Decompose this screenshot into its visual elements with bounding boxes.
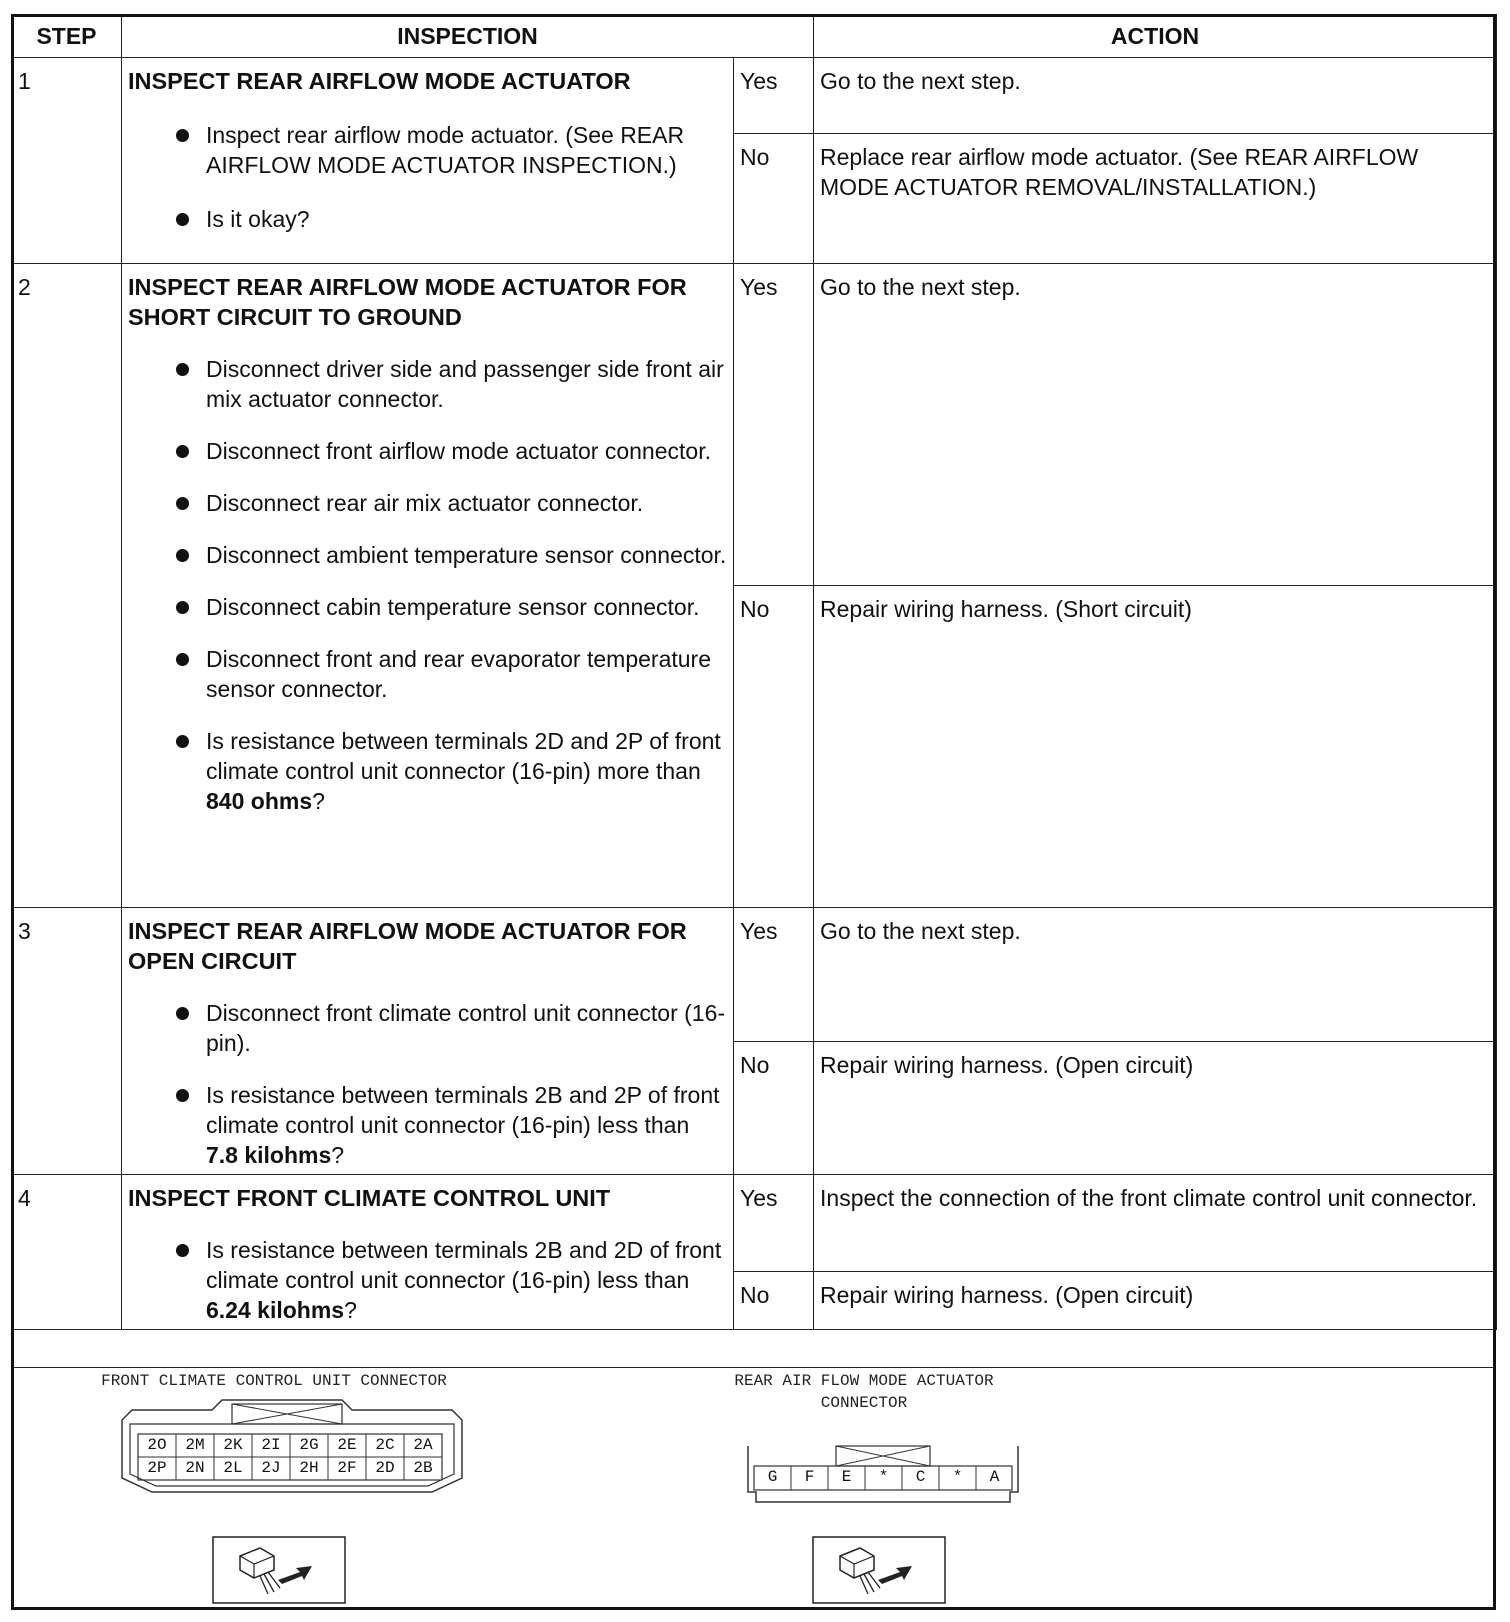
pin-label: 2P [147,1459,167,1477]
yes-action: Go to the next step. [814,58,1497,134]
question-end: ? [344,1297,357,1323]
question-text: Is resistance between terminals 2B and 2D of front climate control unit connector (16-pin) less than [206,1237,722,1293]
pin-label: 2I [261,1436,281,1454]
yes-action: Go to the next step. [814,264,1497,586]
pin-label: 2L [223,1459,243,1477]
no-action: Repair wiring harness. (Short circuit) [814,586,1497,908]
step-title: INSPECT REAR AIRFLOW MODE ACTUATOR FOR OPEN CIRCUIT [128,918,687,974]
rear-connector-title-line2: CONNECTOR [820,1394,908,1412]
pin-label: G [767,1468,778,1486]
pin-label: 2E [337,1436,357,1454]
pin-label: 2C [375,1436,395,1454]
pin-label: 2N [185,1459,205,1477]
question-end: ? [312,788,325,814]
bullet-item: Disconnect front climate control unit connector (16-pin). [128,998,727,1058]
pin-label: 2F [337,1459,357,1477]
yes-action: Go to the next step. [814,908,1497,1042]
question-end: ? [331,1142,345,1168]
pin-label: 2G [299,1436,319,1454]
pin-label: 2A [413,1436,433,1454]
pin-label: 2B [413,1459,433,1477]
header-inspection: INSPECTION [122,15,814,58]
bullet-item: Disconnect cabin temperature sensor connector. [128,592,727,622]
step-number: 3 [12,908,122,1175]
pin-label: A [989,1468,1000,1486]
step-number: 4 [12,1175,122,1330]
bullet-item: Disconnect front airflow mode actuator connector. [128,436,727,466]
pin-label: 2K [223,1436,243,1454]
pin-label: 2D [375,1459,395,1477]
pin-label: 2O [147,1436,167,1454]
yes-label: Yes [734,1175,814,1272]
yes-action: Inspect the connection of the front climate control unit connector. [814,1175,1497,1272]
no-label: No [734,134,814,264]
no-label: No [734,586,814,908]
bullet-item: Disconnect rear air mix actuator connector. [128,488,727,518]
question-value: 6.24 kilohms [206,1297,345,1323]
step-title: INSPECT REAR AIRFLOW MODE ACTUATOR FOR SHORT CIRCUIT TO GROUND [128,274,687,330]
step-title: INSPECT FRONT CLIMATE CONTROL UNIT [128,1185,611,1211]
pin-label: C [915,1468,926,1486]
yes-label: Yes [734,908,814,1042]
step-title: INSPECT REAR AIRFLOW MODE ACTUATOR [128,68,631,94]
page-border [11,14,1496,1610]
yes-label: Yes [734,264,814,586]
bullet-item: Is it okay? [128,204,727,234]
no-label: No [734,1041,814,1175]
pin-label: 2H [299,1459,319,1477]
front-connector-title: FRONT CLIMATE CONTROL UNIT CONNECTOR [101,1372,447,1390]
no-label: No [734,1271,814,1329]
step-number: 2 [12,264,122,908]
bullet-item: Disconnect driver side and passenger side front air mix actuator connector. [128,354,727,414]
no-action: Replace rear airflow mode actuator. (See REAR AIRFLOW MODE ACTUATOR REMOVAL/INSTALLATION.) [814,134,1497,264]
yes-label: Yes [734,58,814,134]
question-text: Is resistance between terminals 2D and 2P of front climate control unit connector (16-pin) more than [206,728,721,784]
pin-label: E [841,1468,852,1486]
bullet-item: Disconnect front and rear evaporator temperature sensor connector. [128,644,727,704]
no-action: Repair wiring harness. (Open circuit) [814,1041,1497,1175]
no-action: Repair wiring harness. (Open circuit) [814,1271,1497,1329]
bullet-item: Inspect rear airflow mode actuator. (See REAR AIRFLOW MODE ACTUATOR INSPECTION.) [128,120,727,180]
question-text: Is resistance between terminals 2B and 2P of front climate control unit connector (16-pin) less than [206,1082,720,1138]
question-value: 840 ohms [206,788,313,814]
pin-label: 2M [185,1436,205,1454]
header-action: ACTION [814,15,1497,58]
pin-label: * [952,1468,963,1486]
pin-label: F [804,1468,815,1486]
rear-connector-title-line1: REAR AIR FLOW MODE ACTUATOR [734,1372,994,1390]
pin-label: * [878,1468,889,1486]
header-step: STEP [12,15,122,58]
question-value: 7.8 kilohms [206,1142,332,1168]
pin-label: 2J [261,1459,281,1477]
bullet-item: Disconnect ambient temperature sensor connector. [128,540,727,570]
step-number: 1 [12,58,122,264]
